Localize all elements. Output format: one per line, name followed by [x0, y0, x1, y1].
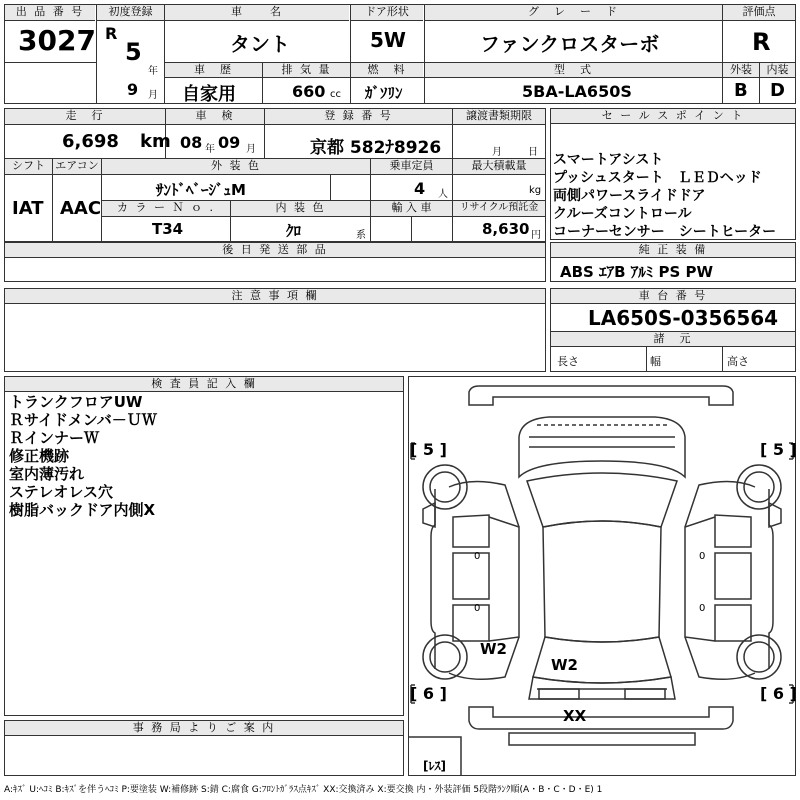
mileage-unit: km: [140, 131, 171, 152]
interior-grade: D: [770, 80, 785, 101]
aircon: AAC: [60, 198, 102, 219]
max-load-header: 最大積載量: [453, 159, 545, 174]
sales-point-item: プッシュスタート ＬＥＤヘッド: [553, 170, 762, 186]
damage-mark-trunk: W2: [551, 656, 578, 674]
recycle-header: リサイクル預託金: [453, 201, 545, 216]
sales-point-item: 両側パワースライドドア: [553, 188, 706, 204]
exterior-grade: B: [734, 80, 748, 101]
damage-mark-left-rear: W2: [480, 640, 507, 658]
registration-month: 9: [127, 80, 139, 99]
inspection-month: 09: [218, 133, 241, 152]
exterior-grade-header: 外装: [723, 63, 759, 77]
zero-mark: 0: [474, 551, 481, 562]
car-name-header: 車 名: [165, 5, 349, 21]
model: 5BA-LA650S: [522, 82, 632, 101]
sales-points-header: セ ー ル ス ポ イ ン ト: [551, 109, 795, 124]
genuine-equipment-header: 純 正 装 備: [551, 243, 795, 258]
registration-plate: 京都 582ﾅ8926: [310, 138, 442, 158]
color-no: T34: [152, 220, 184, 238]
capacity-header: 乗車定員: [371, 159, 452, 174]
interior-color-header: 内 装 色: [231, 201, 370, 216]
tire-rear-right: [ 6 ]: [760, 684, 797, 703]
inspector-note: 室内薄汚れ: [9, 465, 85, 483]
inspector-note: Ｒサイドメンバ－ＵＷ: [9, 411, 157, 429]
registration-year: 5: [125, 38, 142, 66]
inspector-note: トランクフロアUW: [9, 393, 143, 411]
mileage: 6,698: [62, 131, 119, 152]
max-load-unit: kg: [529, 185, 542, 196]
inspector-notes-header: 検 査 員 記 入 欄: [5, 377, 403, 392]
zero-mark: 0: [699, 603, 706, 614]
shift: IAT: [12, 198, 44, 219]
grade: ファンクロスターボ: [480, 32, 660, 56]
dimension-length: 長さ: [557, 355, 579, 368]
displacement-header: 排 気 量: [263, 63, 350, 77]
history: 自家用: [182, 84, 236, 105]
inspector-note: ステレオレス穴: [9, 483, 113, 501]
displacement-unit: cc: [330, 89, 341, 100]
month-unit: 月: [148, 90, 158, 101]
notes-header: 注 意 事 項 欄: [5, 289, 545, 304]
office-notice-header: 事 務 局 よ り ご 案 内: [5, 721, 403, 736]
tire-rear-left: [ 6 ]: [410, 684, 447, 703]
inspector-note: ＲインナーＷ: [9, 429, 100, 447]
registration-header: 登 録 番 号: [265, 109, 452, 124]
shift-header: シフト: [5, 159, 52, 174]
exterior-color: ｻﾝﾄﾞﾍﾞｰｼﾞｭM: [156, 181, 246, 199]
sales-point-item: コーナーセンサー シートヒーター: [553, 224, 777, 240]
interior-color-unit: 系: [356, 230, 366, 241]
zero-mark: 0: [699, 551, 706, 562]
zero-mark: 0: [474, 603, 481, 614]
inspection-header: 車 検: [166, 109, 264, 124]
displacement: 660: [292, 82, 326, 101]
lot-number-header: 出 品 番 号: [5, 5, 95, 21]
inspection-month-unit: 月: [246, 144, 256, 155]
first-registration-header: 初度登録: [97, 5, 164, 21]
score-header: 評価点: [723, 5, 795, 21]
lot-number: 3027: [18, 24, 96, 57]
mileage-block: [4, 108, 546, 242]
door-type: 5W: [370, 28, 406, 52]
chassis-number: LA650S-0356564: [588, 306, 779, 330]
car-name: タント: [230, 32, 290, 56]
interior-color: ｸﾛ: [286, 222, 302, 240]
year-unit: 年: [148, 66, 158, 77]
chassis-number-header: 車 台 番 号: [551, 289, 795, 304]
inspector-note: 樹脂バックドア内側X: [9, 501, 156, 519]
followup-parts-header: 後 日 発 送 部 品: [5, 243, 545, 258]
sales-point-item: スマートアシスト: [553, 152, 664, 168]
dimensions-header: 諸 元: [551, 332, 795, 346]
model-header: 型 式: [425, 63, 722, 77]
aircon-header: エアコン: [53, 159, 101, 174]
door-type-header: ドア形状: [351, 5, 423, 21]
capacity: 4: [414, 179, 426, 198]
damage-mark-back: XX: [563, 707, 587, 725]
transfer-day-unit: 日: [528, 147, 538, 158]
sales-point-item: クルーズコントロール: [553, 206, 692, 222]
tire-front-left: [ 5 ]: [410, 440, 447, 459]
car-outline-svg: [409, 377, 795, 775]
score: R: [752, 28, 771, 56]
inspector-note: 修正機跡: [9, 447, 70, 465]
fuel: ｶﾞｿﾘﾝ: [365, 84, 403, 102]
mileage-header: 走 行: [5, 109, 165, 124]
car-diagram: [408, 376, 796, 776]
capacity-unit: 人: [438, 189, 448, 200]
spare-tire: [ﾚｽ]: [423, 759, 446, 773]
recycle-fee: 8,630: [482, 220, 530, 238]
transfer-month-unit: 月: [492, 147, 502, 158]
recycle-unit: 円: [531, 230, 541, 241]
genuine-equipment: ABS ｴｱB ｱﾙﾐ PS PW: [560, 263, 714, 281]
transfer-docs-header: 譲渡書類期限: [453, 109, 545, 124]
inspection-year: 08: [180, 133, 203, 152]
tire-front-right: [ 5 ]: [760, 440, 797, 459]
import-header: 輸 入 車: [371, 201, 452, 216]
exterior-color-header: 外 装 色: [102, 159, 370, 174]
dimension-width: 幅: [650, 355, 661, 368]
fuel-header: 燃 料: [351, 63, 423, 77]
interior-grade-header: 内装: [760, 63, 795, 77]
legend: A:ｷｽﾞ U:ﾍｺﾐ B:ｷｽﾞを伴うﾍｺﾐ P:要塗装 W:補修跡 S:錆 C:腐食 G:ﾌﾛﾝﾄｶﾞﾗｽ点ｷｽﾞ XX:交換済み X:要交換 内・外装評価 5段階ﾗﾝｸ順(A・B・C・D・E) 1: [4, 785, 603, 795]
color-no-header: カ ラ ー Ｎ ｏ .: [102, 201, 230, 216]
inspection-year-unit: 年: [205, 144, 215, 155]
era-letter: R: [105, 24, 118, 43]
history-header: 車 歴: [165, 63, 262, 77]
grade-header: グ レ ー ド: [425, 5, 722, 21]
dimension-height: 高さ: [727, 355, 749, 368]
